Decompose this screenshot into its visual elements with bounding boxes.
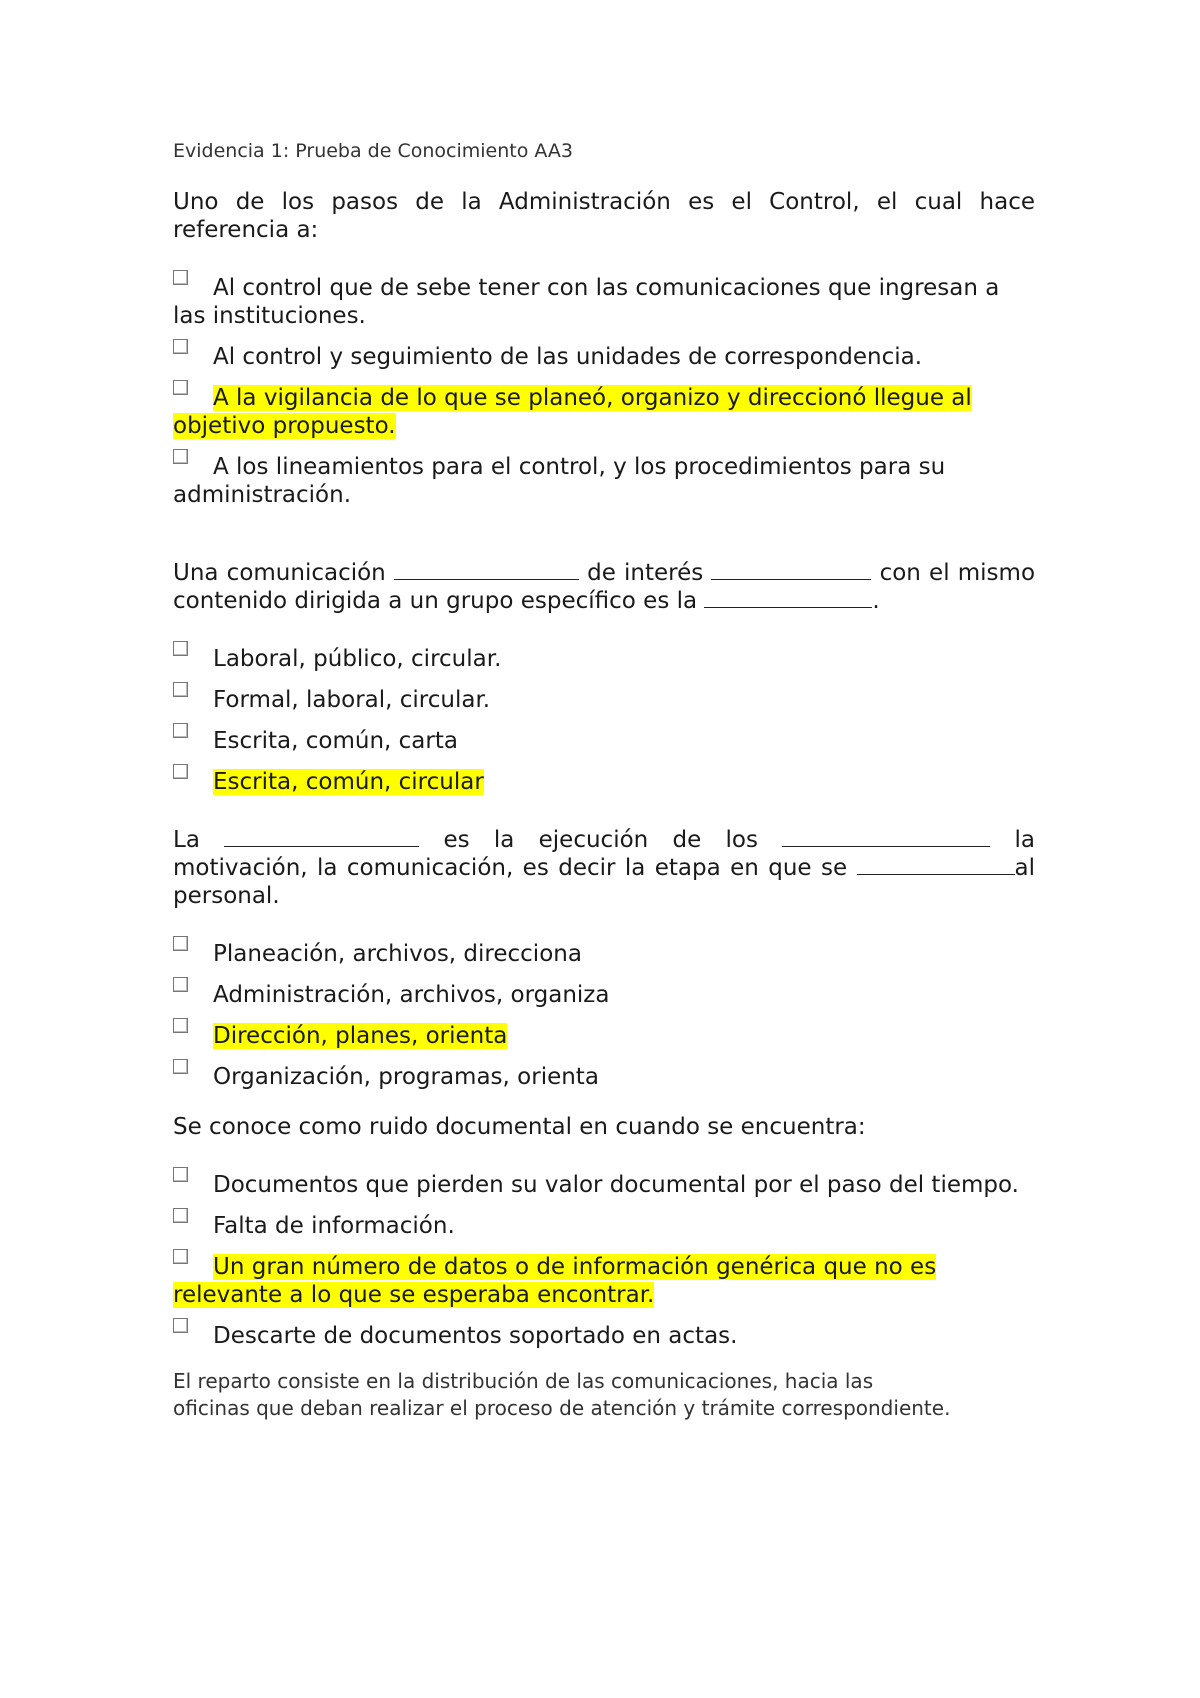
question-2-text-2: de interés [587,560,704,586]
question-3-prompt [173,826,1035,910]
checkbox-icon[interactable] [173,339,190,354]
question-3-option-1[interactable] [173,940,1035,968]
question-1-prompt: Uno de los pasos de la Administración es el Control, el cual hace referencia a: [173,189,1035,243]
checkbox-icon[interactable] [173,764,190,779]
checkbox-icon[interactable] [173,1208,190,1223]
question-2-text-3: con el mismo contenido dirigida a un grupo específico es la [173,560,1036,614]
option-text: A los lineamientos para el control, y los procedimientos para su administración. [173,454,946,508]
question-4-option-1[interactable] [173,1171,1035,1199]
option-text-highlighted: A la vigilancia de lo que se planeó, organizo y direccionó llegue al objetivo propuesto. [173,385,972,439]
question-4-options [173,1171,1035,1350]
checkbox-icon[interactable] [173,641,190,656]
blank-line [857,856,1015,875]
question-3-text-4: al personal. [173,855,1035,909]
option-text: Al control que de sebe tener con las comunicaciones que ingresan a las instituciones. [173,275,1000,329]
option-text: Administración, archivos, organiza [213,982,610,1008]
option-text: Planeación, archivos, direcciona [213,941,582,967]
checkbox-icon[interactable] [173,977,190,992]
option-text-highlighted: Dirección, planes, orienta [213,1023,508,1049]
question-4-prompt: Se conoce como ruido documental en cuando se encuentra: [173,1114,866,1140]
question-3-option-3[interactable] [173,1022,1035,1050]
checkbox-icon[interactable] [173,936,190,951]
question-2-option-1[interactable] [173,645,1035,673]
option-text: Laboral, público, circular. [213,646,502,672]
question-2-option-3[interactable] [173,727,1035,755]
option-text: Falta de información. [213,1213,455,1239]
question-1-option-2[interactable] [173,343,1035,371]
checkbox-icon[interactable] [173,1318,190,1333]
checkbox-icon[interactable] [173,270,190,285]
question-3-text-3: la motivación, la comunicación, es decir la etapa en que se [173,827,1036,881]
document-title: Evidencia 1: Prueba de Conocimiento AA3 [173,140,573,162]
blank-line [394,561,579,580]
question-3-text-1: La [173,827,200,853]
checkbox-icon[interactable] [173,1249,190,1264]
checkbox-icon[interactable] [173,723,190,738]
question-2-prompt [173,559,1035,615]
blank-line [224,828,419,847]
checkbox-icon[interactable] [173,1018,190,1033]
option-text: Documentos que pierden su valor documental por el paso del tiempo. [213,1172,1019,1198]
question-2-text-1: Una comunicación [173,560,386,586]
question-3-text-2: es la ejecución de los [443,827,758,853]
question-2-option-4[interactable] [173,768,1035,796]
question-3-option-4[interactable] [173,1063,1035,1091]
question-4-option-2[interactable] [173,1212,1035,1240]
option-text: Al control y seguimiento de las unidades de correspondencia. [213,344,923,370]
option-text: Formal, laboral, circular. [213,687,491,713]
checkbox-icon[interactable] [173,1059,190,1074]
option-text: Descarte de documentos soportado en actas. [213,1323,738,1349]
question-2-option-2[interactable] [173,686,1035,714]
blank-line [782,828,990,847]
checkbox-icon[interactable] [173,449,190,464]
document-page [173,138,1035,1422]
question-3-options [173,940,1035,1091]
option-text-highlighted: Escrita, común, circular [213,769,484,795]
question-1-options [173,274,1035,509]
option-text: Organización, programas, orienta [213,1064,599,1090]
question-2-text-4: . [872,588,880,614]
checkbox-icon[interactable] [173,1167,190,1182]
question-4-option-4[interactable] [173,1322,1035,1350]
question-1-option-4[interactable] [173,453,1035,509]
question-2-options [173,645,1035,796]
blank-line [704,589,872,608]
closing-statement: El reparto consiste en la distribución de las comunicaciones, hacia las oficinas que deban realizar el proceso de atención y trámite correspondiente. [173,1369,951,1420]
checkbox-icon[interactable] [173,682,190,697]
blank-line [711,561,871,580]
question-3-option-2[interactable] [173,981,1035,1009]
question-1-option-1[interactable] [173,274,1035,330]
question-1-option-3[interactable] [173,384,1035,440]
checkbox-icon[interactable] [173,380,190,395]
option-text: Escrita, común, carta [213,728,458,754]
option-text-highlighted: Un gran número de datos o de información genérica que no es relevante a lo que se esperaba encontrar. [173,1254,937,1308]
question-4-option-3[interactable] [173,1253,1035,1309]
